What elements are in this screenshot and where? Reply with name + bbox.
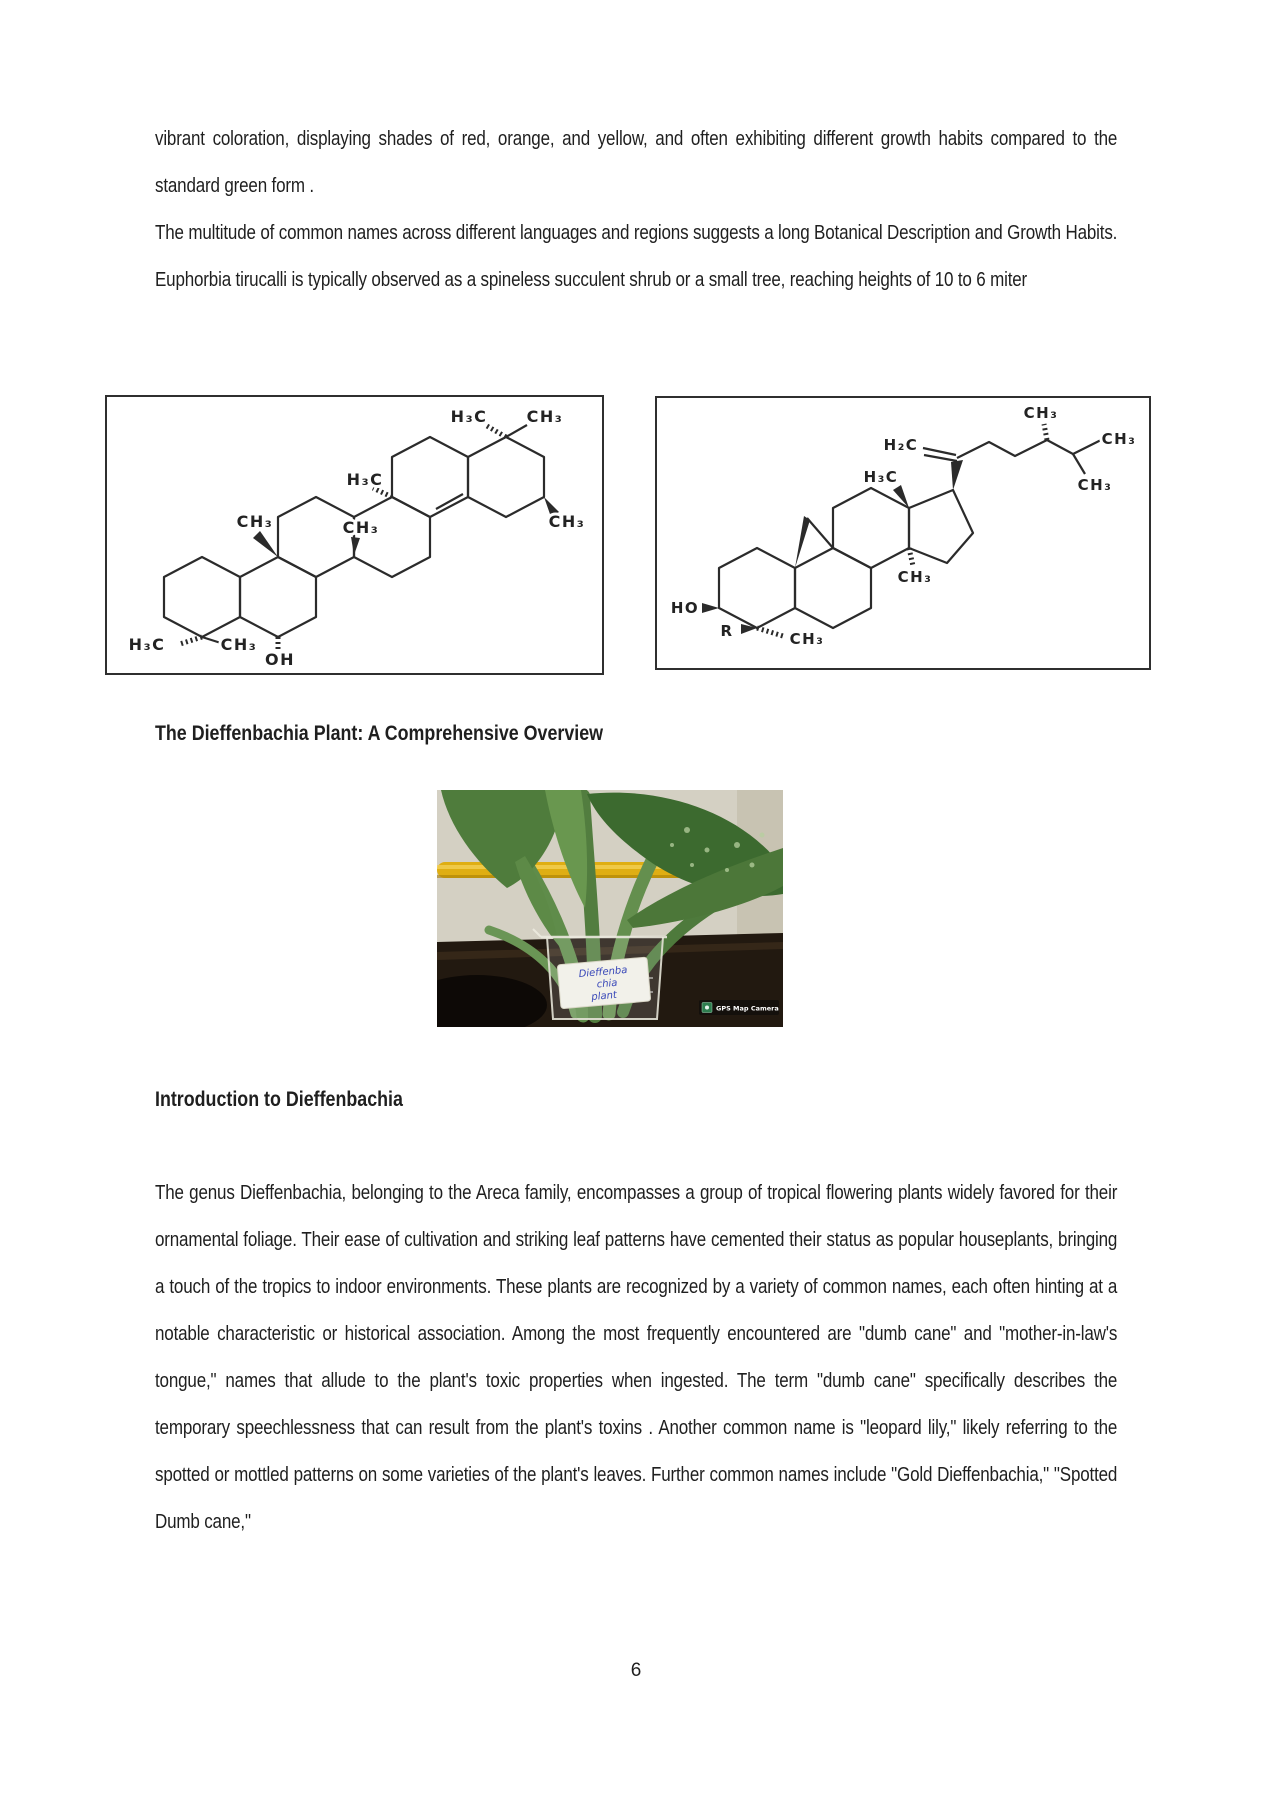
- dieffenbachia-photo: [437, 790, 783, 1027]
- heading-introduction-dieffenbachia: Introduction to Dieffenbachia: [155, 1088, 403, 1111]
- paragraph-vibrant-coloration: vibrant coloration, displaying shades of red, orange, and yellow, and often exhibiting different growth habits compared to the standard green form .: [155, 128, 1118, 197]
- chem-label-ch3: CH₃: [1077, 476, 1113, 494]
- chem-label-h2c: H₂C: [883, 436, 919, 454]
- chem-label-ch3: CH₃: [1101, 430, 1137, 448]
- gps-map-camera-watermark: [699, 1000, 779, 1015]
- chem-label-oh: OH: [265, 650, 295, 669]
- paragraph-introduction: The genus Dieffenbachia, belonging to the Areca family, encompasses a group of tropical flowering plants widely favored for their ornamental foliage. Their ease of cultivation and striking leaf patterns have cemented their status as popular houseplants, bringing a touch of the tropics to indoor environments. These plants are recognized by a variety of common names, each often hinting at a notable characteristic or historical association. Among the most frequently encountered are "dumb cane" and "mother-in-law's tongue," names that allude to the plant's toxic properties when ingested. The term "dumb cane" specifically describes the temporary speechlessness that can result from the plant's toxins . Another common name is "leopard lily," likely referring to the spotted or mottled patterns on some varieties of the plant's leaves. Further common names include "Gold Dieffenbachia," "Spotted Dumb cane,": [155, 1182, 1118, 1533]
- chem-label-h3c: H₃C: [346, 470, 384, 489]
- chem-label-ch3: CH₃: [236, 512, 274, 531]
- beaker-label-text: Dieffenba: [578, 964, 628, 981]
- triterpenoid-structure-drawing: [107, 397, 602, 673]
- chem-label-r: R: [720, 622, 734, 640]
- page-number: 6: [630, 1660, 642, 1681]
- beaker-label-text: chia: [596, 977, 618, 991]
- chem-label-ch3: CH₃: [897, 568, 933, 586]
- chem-label-ho: HO: [670, 599, 700, 617]
- chem-label-h3c: H₃C: [450, 407, 488, 426]
- chem-label-h3c: H₃C: [128, 635, 166, 654]
- beaker-label-text: plant: [590, 989, 618, 1004]
- heading-dieffenbachia-overview: The Dieffenbachia Plant: A Comprehensive Overview: [155, 722, 604, 745]
- cycloartane-structure-drawing: [657, 398, 1149, 668]
- beaker-paper-label: [557, 957, 650, 1009]
- chem-label-h3c: H₃C: [863, 468, 899, 486]
- chem-label-ch3: CH₃: [526, 407, 564, 426]
- paragraph-common-names: The multitude of common names across different languages and regions suggests a long Botanical Description and Growth Habits. Euphorbia tirucalli is typically observed as a spineless succulent shrub or a small tree, reaching heights of 10 to 6 miter: [155, 222, 1118, 291]
- figure-chemical-structure-left: [105, 395, 604, 675]
- chem-label-ch3: CH₃: [1023, 404, 1059, 422]
- chem-label-ch3: CH₃: [789, 630, 825, 648]
- chem-label-ch3: CH₃: [548, 512, 586, 531]
- figure-chemical-structure-right: [655, 396, 1151, 670]
- watermark-text: GPS Map Camera: [716, 1004, 779, 1013]
- chem-label-ch3: CH₃: [342, 518, 380, 537]
- chem-label-ch3: CH₃: [220, 635, 258, 654]
